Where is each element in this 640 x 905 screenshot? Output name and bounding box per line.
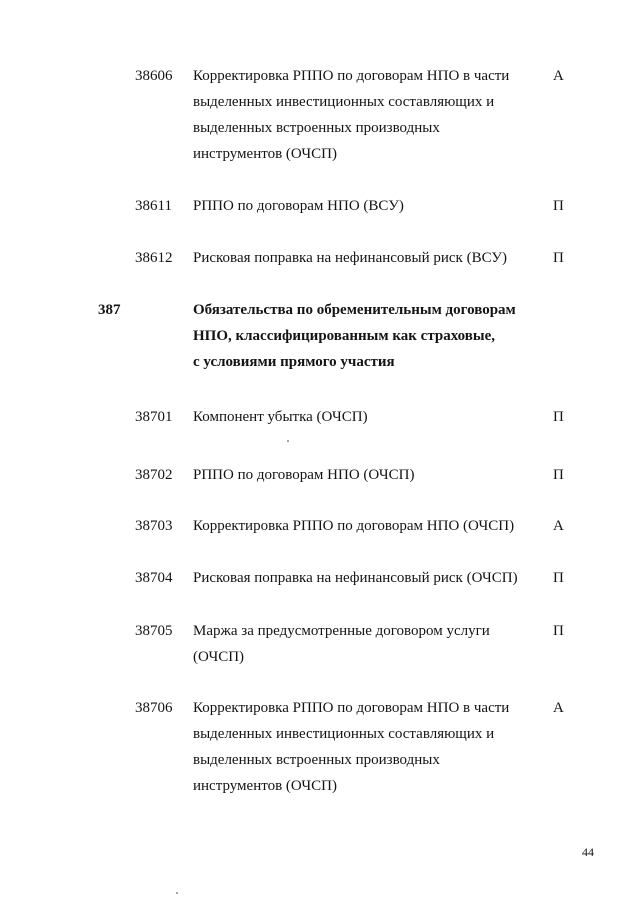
description-line: выделенных инвестиционных составляющих и [193, 726, 495, 742]
group-title-line: НПО, классифицированным как страховые, [193, 328, 495, 344]
account-type: П [553, 198, 564, 214]
account-description [193, 63, 533, 167]
scan-speck [176, 892, 178, 894]
description-line: РППО по договорам НПО (ОЧСП) [193, 467, 415, 483]
account-type: П [553, 623, 564, 639]
account-description [193, 565, 533, 591]
account-code: 38702 [135, 467, 173, 483]
group-title-line: с условиями прямого участия [193, 354, 395, 370]
description-line: инструментов (ОЧСП) [193, 146, 337, 162]
account-code: 38705 [135, 623, 173, 639]
account-code: 38612 [135, 250, 173, 266]
description-line: Компонент убытка (ОЧСП) [193, 409, 368, 425]
description-line: инструментов (ОЧСП) [193, 778, 337, 794]
account-code: 38701 [135, 409, 173, 425]
description-line: (ОЧСП) [193, 649, 245, 665]
description-line: Рисковая поправка на нефинансовый риск (ОЧСП) [193, 570, 518, 586]
account-code: 38606 [135, 68, 173, 84]
account-description [193, 193, 533, 219]
description-line: Маржа за предусмотренные договором услуги [193, 623, 490, 639]
account-code: 38706 [135, 700, 173, 716]
account-description [193, 695, 533, 799]
account-type: А [553, 700, 564, 716]
account-description [193, 513, 533, 539]
account-type: П [553, 570, 564, 586]
group-title [193, 297, 553, 375]
description-line: выделенных встроенных производных [193, 752, 440, 768]
account-type: П [553, 409, 564, 425]
account-description [193, 462, 533, 488]
description-line: выделенных встроенных производных [193, 120, 440, 136]
account-code: 38704 [135, 570, 173, 586]
description-line: Рисковая поправка на нефинансовый риск (ВСУ) [193, 250, 508, 266]
account-code: 38703 [135, 518, 173, 534]
scan-speck [287, 440, 289, 442]
account-description [193, 404, 533, 430]
account-type: П [553, 467, 564, 483]
account-description [193, 245, 533, 271]
account-type: А [553, 68, 564, 84]
account-description [193, 618, 533, 670]
account-code: 38611 [135, 198, 172, 214]
account-type: П [553, 250, 564, 266]
group-title-line: Обязательства по обременительным договорам [193, 302, 516, 318]
description-line: РППО по договорам НПО (ВСУ) [193, 198, 404, 214]
description-line: Корректировка РППО по договорам НПО (ОЧСП) [193, 518, 515, 534]
page-number: 44 [582, 845, 594, 859]
description-line: Корректировка РППО по договорам НПО в части [193, 68, 510, 84]
description-line: Корректировка РППО по договорам НПО в части [193, 700, 510, 716]
group-code: 387 [98, 302, 121, 318]
description-line: выделенных инвестиционных составляющих и [193, 94, 495, 110]
account-type: А [553, 518, 564, 534]
